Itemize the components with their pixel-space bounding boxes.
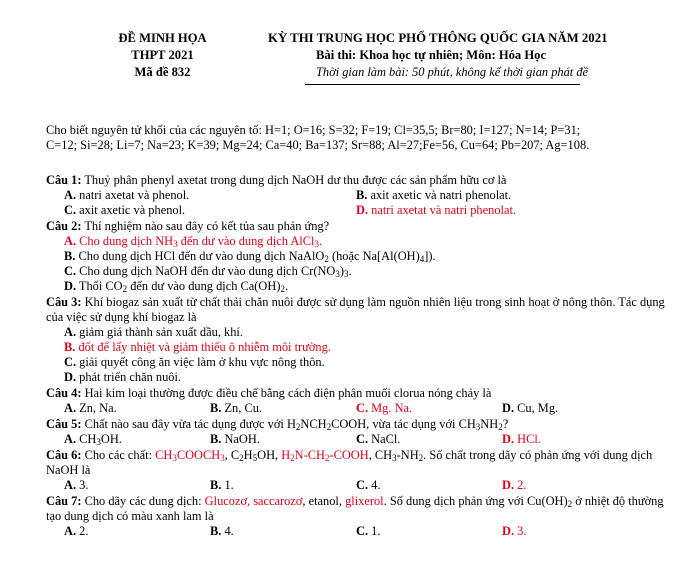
question-text: Cho các chất: $CH_3COOCH_3$, $C_2H_5OH$, $H_2N-CH_2$-COOH, $CH_3-NH_2$. Số chất trong dãy có phản ứng với dung dịch NaOH là bbox=[46, 448, 653, 477]
option-c: C. Cho dung dịch NaOH đến dư vào dung dịch $Cr(NO_3)_3$. bbox=[64, 264, 352, 279]
option-b: B. axit axetic và natri phenolat. bbox=[356, 188, 512, 202]
option-b: B. Cho dung dịch HCl đến dư vào dung dịch NaAlO$_2$ (hoặc $Na[Al(OH)_4]$). bbox=[64, 249, 436, 264]
option-c-correct: C. Mg. Na. bbox=[356, 401, 413, 415]
question-5 bbox=[46, 417, 668, 447]
question-label: Câu 6: bbox=[46, 448, 82, 462]
exam-title-block bbox=[268, 30, 668, 81]
question-text: Chất nào sau đây vừa tác dụng được với $H_2NCH_2COOH$, vừa tác dụng với $CH_3NH_2$? bbox=[84, 417, 509, 432]
option-c: C. giải quyết công ăn việc làm ở khu vực nông thôn. bbox=[64, 355, 325, 369]
option-d-correct: D. HCl. bbox=[502, 432, 541, 446]
option-c: C. 4. bbox=[356, 478, 381, 492]
option-a: A. $CH_3OH$. bbox=[64, 432, 122, 447]
question-2 bbox=[46, 219, 668, 294]
option-b: B. Zn, Cu. bbox=[210, 401, 263, 415]
atomic-masses-line2: C=12; Si=28; Li=7; Na=23; K=39; Mg=24; Ca=40; Ba=137; Sr=88; Al=27;Fe=56, Cu=64; Pb=207; Ag=108. bbox=[46, 138, 590, 152]
option-d-correct: D. natri axetat và natri phenolat. bbox=[356, 203, 516, 217]
exam-year: THPT 2021 bbox=[131, 48, 194, 62]
question-3 bbox=[46, 295, 668, 385]
option-c: C. 1. bbox=[356, 524, 381, 538]
option-b: B. NaOH. bbox=[210, 432, 260, 446]
question-text: Hai kim loại thường được điều chế bằng cách điện phân muối clorua nóng chảy là bbox=[84, 386, 492, 400]
option-a: A. giảm giá thành sản xuất dầu, khí. bbox=[64, 325, 243, 339]
question-text: Khí biogaz sản xuất từ chất thải chăn nuôi được sử dụng làm nguồn nhiên liệu trong sinh hoạt ở nông thôn. Tác dụng của việc sử dụng khí biogaz là bbox=[46, 295, 665, 324]
option-a: A. 2. bbox=[64, 524, 89, 538]
exam-subject: Bài thi: Khoa học tự nhiên; Môn: Hóa Học bbox=[316, 48, 547, 62]
atomic-masses bbox=[46, 123, 668, 153]
option-b-correct: B. đốt để lấy nhiệt và giảm thiểu ô nhiễm môi trường. bbox=[64, 340, 331, 354]
exam-body bbox=[46, 123, 668, 539]
question-4 bbox=[46, 386, 668, 416]
option-b: B. 4. bbox=[210, 524, 234, 538]
question-text: Thí nghiệm nào sau đây có kết tủa sau phản ứng? bbox=[84, 219, 330, 233]
option-a: A. 3. bbox=[64, 478, 89, 492]
question-1 bbox=[46, 173, 668, 218]
exam-info-block bbox=[80, 30, 245, 81]
exam-code: Mã đề 832 bbox=[134, 65, 191, 79]
option-a-correct: A. Cho dung dịch $NH_3$ đến dư vào dung dịch AlCl$_3$. bbox=[64, 234, 323, 249]
question-text: Thuỷ phân phenyl axetat trong dung dịch NaOH dư thu được các sản phẩm hữu cơ là bbox=[84, 173, 507, 187]
question-label: Câu 5: bbox=[46, 417, 82, 431]
exam-title: KỲ THI TRUNG HỌC PHỔ THÔNG QUỐC GIA NĂM 2021 bbox=[268, 31, 608, 45]
question-label: Câu 2: bbox=[46, 219, 82, 233]
atomic-masses-line1: Cho biết nguyên tử khối của các nguyên tố: H=1; O=16; S=32; F=19; Cl=35,5; Br=80; I=127; N=14; P=31; bbox=[46, 123, 581, 137]
option-a: A. natri axetat và phenol. bbox=[64, 188, 190, 202]
exam-type: ĐỀ MINH HỌA bbox=[118, 31, 207, 45]
option-c: C. NaCl. bbox=[356, 432, 401, 446]
question-text: Cho dãy các dung dịch: Glucozơ, saccarozơ, etanol, glixerol. Số dung dịch phản ứng với $Cu(OH)_2$ ở nhiệt độ thường tạo dung dịch có màu xanh lam là bbox=[46, 494, 664, 523]
question-7 bbox=[46, 494, 668, 539]
option-d: D. phát triển chăn nuôi. bbox=[64, 370, 182, 384]
question-label: Câu 1: bbox=[46, 173, 82, 187]
option-b: B. 1. bbox=[210, 478, 234, 492]
exam-time: Thời gian làm bài: 50 phút, không kể thời gian phát đề bbox=[316, 65, 589, 79]
question-6 bbox=[46, 448, 668, 493]
option-a: A. Zn, Na. bbox=[64, 401, 117, 415]
option-c: C. axit axetic và phenol. bbox=[64, 203, 186, 217]
question-label: Câu 4: bbox=[46, 386, 82, 400]
option-d: D. Thổi $CO_2$ đến dư vào dung dịch $Ca(OH)_2$. bbox=[64, 279, 289, 294]
question-label: Câu 7: bbox=[46, 494, 82, 508]
title-underline bbox=[305, 84, 580, 85]
question-label: Câu 3: bbox=[46, 295, 82, 309]
option-d-correct: D. 3. bbox=[502, 524, 527, 538]
option-d-correct: D. 2. bbox=[502, 478, 527, 492]
option-d: D. Cu, Mg. bbox=[502, 401, 559, 415]
